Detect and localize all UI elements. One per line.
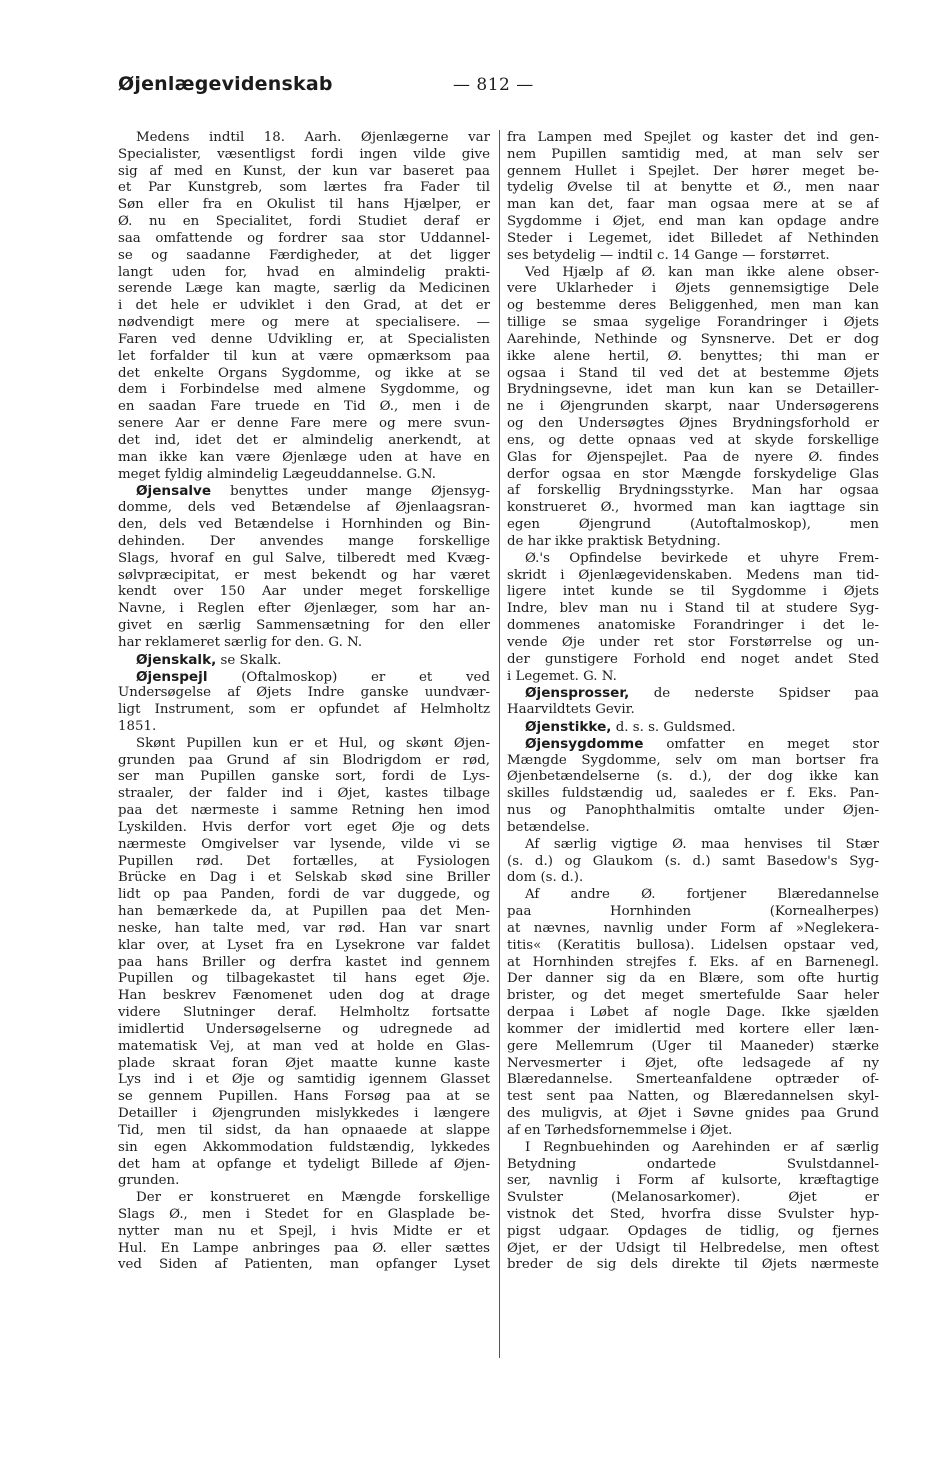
line-text: ligere intet kunde se til Sygdomme i Øjets [507,584,879,600]
line-text: konstrueret Ø., hvormed man kan iagttage sin [507,500,879,516]
text-line [507,618,879,635]
line-text: Øjenbetændelserne (s. d.), der dog ikke kan [507,769,879,785]
text-line [118,769,490,786]
line-text: og den Undersøgtes Øjnes Brydningsforhold er [507,416,879,432]
line-text: vere Uklarheder i Øjets gennemsigtige Dele [507,281,879,297]
entry-headword: Øjenstikke, [525,718,612,735]
text-line [507,938,879,955]
text-line [507,1241,879,1258]
line-text: paa hans Briller og derfra kastet ind gennem [118,954,490,970]
text-line [507,180,879,197]
line-text: Nervesmerter i Øjet, ofte ledsagede af ny [507,1055,879,1071]
text-line [507,231,879,248]
text-line [118,147,490,164]
line-text: i Legemet. G. N. [507,668,617,684]
text-line [507,382,879,399]
text-line [118,904,490,921]
line-text: pigst udgaar. Opdages de tidlig, og fjernes [507,1223,879,1239]
line-text: Glas for Øjenspejlet. Paa de nyere Ø. findes [507,449,879,465]
text-line [118,584,490,601]
line-text: Der er konstrueret en Mængde forskellige [136,1190,490,1206]
text-line [118,702,490,719]
line-text: de nederste Spidser paa [653,686,879,702]
line-text: Navne, i Reglen efter Øjenlæger, som har an- [118,601,490,617]
text-line [507,1089,879,1106]
line-text: betændelse. [507,819,590,835]
line-text: grunden. [118,1173,180,1189]
text-line [507,332,879,349]
line-text: Pupillen rød. Det fortælles, at Fysiologen [118,853,490,869]
line-text: meget fyldig almindelig Lægeuddannelse. G.N. [118,466,436,482]
text-line [507,988,879,1005]
line-text: Af andre Ø. fortjener Blæredannelse [525,887,879,903]
text-line [118,349,490,366]
line-text: ved Siden af Patienten, man opfanger Lyset [118,1257,490,1273]
entry-headword: Øjenspejl [136,668,208,685]
line-text: kommer der imidlertid med kortere eller læn- [507,1021,879,1037]
line-text: givet en særlig Sammensætning for den eller [118,618,490,634]
text-line [118,938,490,955]
line-text: sølvpræcipitat, er mest bekendt og har været [118,567,490,583]
text-line [507,736,879,753]
line-text: serende Læge kan magte, særlig da Medicinen [118,281,490,297]
text-line [507,416,879,433]
text-line [507,1005,879,1022]
text-line [118,551,490,568]
text-line [507,1257,879,1274]
line-text: let forfalder til kun at være opmærksom paa [118,348,490,364]
text-line [118,1106,490,1123]
text-line [507,652,879,669]
text-line [118,1157,490,1174]
page-number: — 812 — [453,75,534,95]
line-text: den, dels ved Betændelse i Hornhinden og Bin- [118,517,490,533]
line-text: kendt over 150 Aar under meget forskellige [118,584,490,600]
text-line [507,130,879,147]
line-text: skilles fuldstændig ud, saaledes er f. Eks. Pan- [507,786,879,802]
line-text: ne i Øjengrunden skarpt, naar Undersøgerens [507,399,879,415]
line-text: benyttes under mange Øjensyg- [230,484,490,500]
text-line [118,1005,490,1022]
line-text: Haarvildtets Gevir. [507,702,635,718]
text-line [118,1207,490,1224]
text-line [118,786,490,803]
line-text: Lyskilden. Hvis derfor vort eget Øje og dets [118,819,490,835]
line-text: plade skraat foran Øjet maatte kunne kaste [118,1055,490,1071]
line-text: skridt i Øjenlægevidenskaben. Medens man tid- [507,567,879,583]
line-text: derpaa i Løbet af nogle Dage. Ikke sjælden [507,1005,879,1021]
line-text: af forskellig Brydningsstyrke. Man har ogsaa [507,483,879,499]
text-line [118,601,490,618]
text-line [507,366,879,383]
line-text: gere Mellemrum (Uger til Maaneder) stærke [507,1038,879,1054]
line-text: Øjet, er der Udsigt til Helbredelse, men oftest [507,1240,879,1256]
text-line [118,837,490,854]
text-line [507,433,879,450]
line-text: 1851. [118,718,157,734]
line-text: Pupillen og tilbagekastet til hans eget Øje. [118,971,490,987]
text-line [507,248,879,265]
line-text: paa Hornhinden (Kornealherpes) [507,904,879,920]
line-text: Søn eller fra en Okulist til hans Hjælper, er [118,197,490,213]
line-text: Detailler i Øjengrunden mislykkedes i længere [118,1106,490,1122]
line-text: Brücke en Dag i et Selskab skød sine Briller [118,870,490,886]
text-line [118,248,490,265]
text-line [507,483,879,500]
text-line [118,618,490,635]
line-text: at Hornhinden strejfes f. Eks. af en Barnenegl. [507,954,879,970]
text-line [507,349,879,366]
line-text: egen Øjengrund (Autoftalmoskop), men [507,517,879,533]
text-line [118,669,490,686]
text-line [507,147,879,164]
text-line [507,669,879,686]
text-line [507,500,879,517]
text-line [118,197,490,214]
text-line [118,534,490,551]
line-text: Lys ind i et Øje og samtidig igennem Glasset [118,1072,490,1088]
line-text: sin egen Akkommodation fuldstændig, lykkedes [118,1139,490,1155]
text-line [118,1257,490,1274]
line-text: nytter man nu et Spejl, i hvis Midte er et [118,1223,490,1239]
line-text: nødvendigt mere og mere at specialisere. — [118,315,490,331]
text-line [507,887,879,904]
line-text: dommenes anatomiske Forandringer i det le- [507,618,879,634]
text-line [118,130,490,147]
line-text: I Regnbuehinden og Aarehinden er af særlig [525,1139,879,1155]
line-text: nærmeste Omgivelser var lysende, vilde vi se [118,836,490,852]
text-line [507,1190,879,1207]
line-text: vistnok det Sted, hvorfra disse Svulster hyp- [507,1207,879,1222]
text-line [118,467,490,484]
line-text: Brydningsevne, idet man kun kan se Detailler- [507,382,879,398]
text-line [118,483,490,500]
text-line [507,1072,879,1089]
text-line [118,1022,490,1039]
text-line [507,467,879,484]
line-text: (Oftalmoskop) er et ved [241,669,490,685]
entry-headword: Øjensalve [136,483,212,500]
text-line [507,534,879,551]
text-line [507,803,879,820]
text-line [507,315,879,332]
text-line [118,921,490,938]
text-line [118,1224,490,1241]
line-text: se Skalk. [220,652,282,668]
text-line [118,887,490,904]
line-text: Svulster (Melanosarkomer). Øjet er [507,1190,879,1206]
line-text: tydelig Øvelse til at benytte et Ø., men naar [507,180,879,196]
text-line [507,1039,879,1056]
line-text: Steder i Legemet, idet Billedet af Nethinden [507,230,879,246]
line-text: test sent paa Natten, og Blæredannelsen skyl- [507,1089,879,1105]
line-text: Indre, blev man nu i Stand til at studere Syg- [507,601,879,617]
text-line [118,870,490,887]
line-text: Specialister, væsentligst fordi ingen vilde give [118,146,490,162]
line-text: Faren ved denne Udvikling er, at Specialisten [118,331,490,347]
text-line [507,399,879,416]
line-text: Han beskrev Fænomenet uden dog at drage [118,988,490,1004]
line-text: klar over, at Lyset fra en Lysekrone var faldet [118,937,490,953]
text-line [118,988,490,1005]
line-text: det ind, idet det er almindelig anerkendt, at [118,432,490,448]
line-text: langt uden for, hvad en almindelig prakti- [118,264,490,280]
line-text: Skønt Pupillen kun er et Hul, og skønt Øjen- [136,735,490,751]
text-line [507,568,879,585]
text-line [507,921,879,938]
text-line [507,1022,879,1039]
text-line [118,1089,490,1106]
text-line [507,1207,879,1224]
text-line [118,1039,490,1056]
text-line [507,685,879,702]
text-line [118,955,490,972]
text-line [507,786,879,803]
text-line [507,1106,879,1123]
text-line [507,298,879,315]
right-column [507,130,879,1274]
text-line [118,433,490,450]
entry-headword: Øjenskalk, [136,651,217,668]
text-line [118,366,490,383]
line-text: ligt Instrument, som er opfundet af Helmholtz [118,702,490,718]
line-text: Tid, men til sidst, da han opnaaede at slappe [118,1122,490,1138]
line-text: det ham at opfange et tydeligt Billede af Øjen- [118,1156,490,1172]
text-line [507,551,879,568]
text-line [118,652,490,669]
line-text: Af særlig vigtige Ø. maa henvises til Stær [525,836,879,852]
text-line [507,702,879,719]
text-line [507,719,879,736]
line-text: et Par Kunstgreb, som lærtes fra Fader til [118,180,490,196]
line-text: Medens indtil 18. Aarh. Øjenlægerne var [136,130,490,145]
line-text: i det hele er udviklet i den Grad, at det er [118,298,490,314]
line-text: (s. d.) og Glaukom (s. d.) samt Basedow's Syg- [507,853,879,869]
line-text: nem Pupillen samtidig med, at man selv ser [507,146,879,162]
text-line [118,180,490,197]
text-line [118,500,490,517]
line-text: ser, navnlig i Form af kulsorte, kræftagtige [507,1173,879,1189]
text-line [118,568,490,585]
text-line [507,854,879,871]
line-text: Sygdomme i Øjet, end man kan opdage andre [507,214,879,230]
line-text: har reklameret særlig for den. G. N. [118,634,363,650]
text-line [507,635,879,652]
line-text: der gunstigere Forhold end noget andet Sted [507,651,879,667]
text-line [118,1241,490,1258]
text-line [118,265,490,282]
text-line [507,820,879,837]
line-text: nus og Panophthalmitis omtalte under Øjen- [507,803,879,819]
line-text: de har ikke praktisk Betydning. [507,533,721,549]
text-line [118,231,490,248]
line-text: ogsaa i Stand til ved det at bestemme Øjets [507,365,879,381]
text-line [507,517,879,534]
text-line [507,1056,879,1073]
text-line [118,332,490,349]
text-line [507,1224,879,1241]
text-line [507,584,879,601]
line-text: Betydning ondartede Svulstdannel- [507,1156,879,1172]
line-text: paa det nærmeste i samme Retning hen imod [118,803,490,819]
text-line [118,1173,490,1190]
text-line [507,904,879,921]
line-text: senere Aar er denne Fare mere og mere svun- [118,416,490,432]
line-text: saa omfattende og fordrer saa stor Uddannel- [118,230,490,246]
line-text: lidt op paa Panden, fordi de var duggede, og [118,887,490,903]
text-line [507,601,879,618]
line-text: Der danner sig da en Blære, som ofte hurtig [507,971,879,987]
text-line [118,1190,490,1207]
line-text: ses betydelig — indtil c. 14 Gange — forstørret. [507,247,830,263]
line-text: omfatter en meget stor [666,736,879,752]
line-text: vende Øje under ret stor Forstørrelse og un- [507,634,879,650]
column-divider [499,130,500,1358]
line-text: det enkelte Organs Sygdomme, og ikke at se [118,365,490,381]
text-line [507,214,879,231]
line-text: videre Slutninger deraf. Helmholtz fortsatte [118,1005,490,1021]
line-text: en saadan Fare truede en Tid Ø., men i de [118,399,490,415]
line-text: fra Lampen med Spejlet og kaster det ind gen- [507,130,879,145]
line-text: man ikke kan være Øjenlæge uden at have en [118,449,490,465]
left-column [118,130,490,1274]
text-line [118,214,490,231]
text-line [118,971,490,988]
text-line [118,399,490,416]
text-line [507,753,879,770]
text-line [118,517,490,534]
text-line [507,971,879,988]
line-text: d. s. s. Guldsmed. [615,719,736,735]
line-text: af en Tørhedsfornemmelse i Øjet. [507,1122,733,1138]
text-line [507,1173,879,1190]
line-text: Ø. nu en Specialitet, fordi Studiet deraf er [118,214,490,230]
text-line [118,164,490,181]
text-line [118,1072,490,1089]
line-text: titis« (Keratitis bullosa). Lidelsen opstaar ved, [507,937,879,953]
text-line [507,281,879,298]
text-line [507,265,879,282]
line-text: han bemærkede da, at Pupillen paa det Men- [118,904,490,920]
entry-headword: Øjensprosser, [525,685,630,702]
line-text: derfor ogsaa en stor Mængde forskydelige Glas [507,466,879,482]
line-text: neske, han talte med, var rød. Han var snart [118,920,490,936]
text-line [507,837,879,854]
text-line [118,685,490,702]
line-text: at nævnes, navnlig under Form af »Neglekera- [507,920,879,936]
line-text: Ved Hjælp af Ø. kan man ikke alene obser- [525,264,879,280]
line-text: tillige se smaa sygelige Forandringer i Øjets [507,315,879,331]
line-text: breder de sig dels direkte til Øjets nærmeste [507,1257,879,1273]
line-text: ser man Pupillen ganske sort, fordi de Lys- [118,769,490,785]
line-text: straaler, der falder ind i Øjet, kastes tilbage [118,786,490,802]
text-line [507,1157,879,1174]
text-line [507,769,879,786]
text-line [118,1140,490,1157]
line-text: des muligvis, at Øjet i Søvne gnides paa Grund [507,1106,879,1122]
text-line [507,955,879,972]
text-line [118,635,490,652]
line-text: Slags Ø., men i Stedet for en Glasplade be- [118,1207,490,1222]
line-text: Undersøgelse af Øjets Indre ganske uundvær- [118,685,490,701]
line-text: imidlertid Undersøgelserne og udregnede ad [118,1021,490,1037]
line-text: grunden paa Grund af sin Blodrigdom er rød, [118,752,490,768]
line-text: Aarehinde, Nethinde og Synsnerve. Det er dog [507,331,879,347]
text-line [507,164,879,181]
text-line [118,450,490,467]
line-text: se gennem Pupillen. Hans Forsøg paa at se [118,1089,490,1105]
text-line [118,416,490,433]
line-text: brister, og det meget smertefulde Saar heler [507,988,879,1004]
text-line [118,281,490,298]
line-text: Blæredannelse. Smerteanfaldene optræder of- [507,1072,879,1088]
line-text: gennem Hullet i Spejlet. Der hører meget be- [507,163,879,179]
line-text: sig af med en Kunst, der kun var baseret paa [118,163,490,179]
line-text: dehinden. Der anvendes mange forskellige [118,533,490,549]
text-line [118,753,490,770]
text-line [118,803,490,820]
line-text: ens, og dette opnaas ved at skyde forskellige [507,432,879,448]
text-line [118,1056,490,1073]
text-line [118,854,490,871]
line-text: dom (s. d.). [507,870,584,886]
line-text: domme, dels ved Betændelse af Øjenlaagsran- [118,500,490,516]
text-line [118,1123,490,1140]
running-header [118,73,878,103]
line-text: og bestemme deres Beliggenhed, men man kan [507,298,879,314]
text-line [118,315,490,332]
line-text: Slags, hvoraf en gul Salve, tilberedt med Kvæg- [118,550,490,566]
text-line [507,197,879,214]
line-text: Hul. En Lampe anbringes paa Ø. eller sættes [118,1240,490,1256]
text-line [118,382,490,399]
line-text: ikke alene hertil, Ø. benyttes; thi man er [507,348,879,364]
entry-headword: Øjensygdomme [525,735,644,752]
text-line [507,1140,879,1157]
line-text: Ø.'s Opfindelse bevirkede et uhyre Frem- [525,550,879,566]
text-line [118,298,490,315]
line-text: matematisk Vej, at man ved at holde en Glas- [118,1038,490,1054]
text-line [118,736,490,753]
text-line [507,870,879,887]
text-line [507,450,879,467]
text-line [507,1123,879,1140]
line-text: dem i Forbindelse med almene Sygdomme, og [118,382,490,398]
line-text: Mængde Sygdomme, selv om man bortser fra [507,752,879,768]
text-line [118,719,490,736]
line-text: man kan det, faar man ogsaa mere at se af [507,197,879,213]
line-text: se og saadanne Færdigheder, at det ligger [118,247,490,263]
header-headword: Øjenlægevidenskab [118,73,333,95]
text-line [118,820,490,837]
